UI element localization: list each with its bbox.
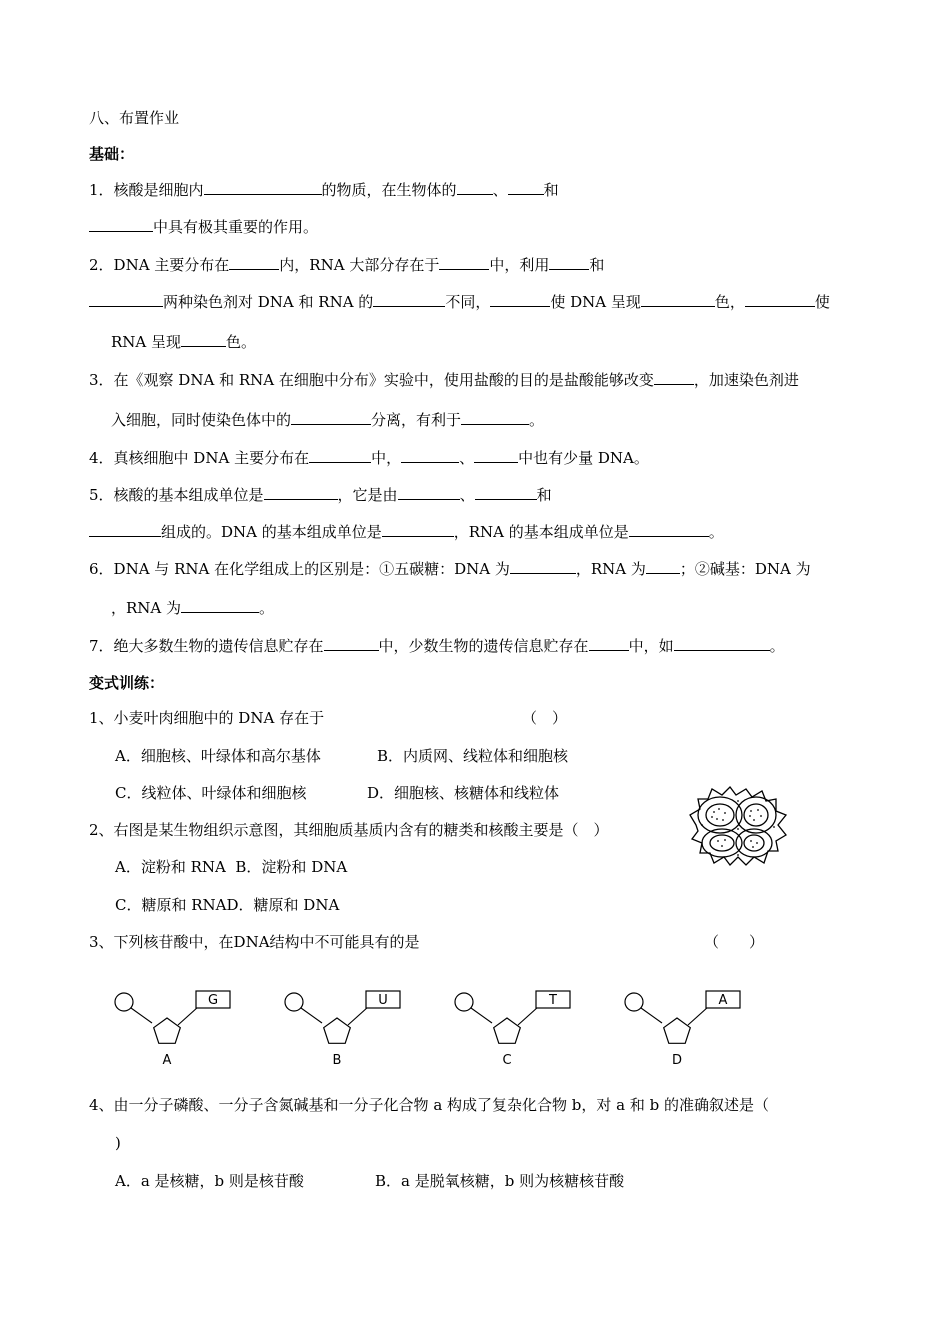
blank[interactable] [291, 409, 371, 425]
phosphate-circle [625, 993, 643, 1011]
basic-q3-line2: 入细胞，同时使染色体中的 分离，有利于 。 [111, 411, 545, 429]
variant-q2-option-ab[interactable] [115, 857, 347, 877]
variant-q1-option-d[interactable]: D．细胞核、核糖体和线粒体 [367, 784, 560, 802]
pentose-sugar [154, 1018, 181, 1043]
base-bond [688, 1007, 708, 1025]
variant-q1-stem: 1、小麦叶肉细胞中的 DNA 存在于 [89, 709, 325, 727]
variant-q4-stem: 4、由一分子磷酸、一分子含氮碱基和一分子化合物 a 构成了复杂化合物 b，对 a 和 b 的准确叙述是（ [89, 1096, 770, 1114]
variant-q4-option-b[interactable]: B．a 是脱氧核糖，b 则为核糖核苷酸 [375, 1172, 625, 1190]
blank[interactable] [309, 447, 371, 463]
variant-q2-stem: 2、右图是某生物组织示意图，其细胞质基质内含有的糖类和核酸主要是（ ） [89, 821, 609, 839]
blank[interactable] [461, 409, 529, 425]
blank[interactable] [745, 291, 815, 307]
option-label: D [671, 1053, 683, 1068]
blank[interactable] [181, 597, 259, 613]
blank[interactable] [549, 254, 589, 270]
basic-q3-line1: 3．在《观察 DNA 和 RNA 在细胞中分布》实验中，使用盐酸的目的是盐酸能够改变 ，加速染色剂进 [89, 371, 799, 389]
basic-q5-line1: 5．核酸的基本组成单位是 ，它是由 、 和 [89, 486, 552, 504]
base-letter: G [207, 993, 219, 1008]
blank[interactable] [264, 484, 338, 500]
variant-q4-option-a[interactable]: A．a 是核糖，b 则是核苷酸 [115, 1172, 304, 1190]
variant-q1-answer-paren[interactable]: （ ） [522, 709, 568, 727]
blank[interactable] [508, 179, 544, 195]
option-label: A [162, 1053, 172, 1068]
variant-q4-stem-end: ) [115, 1134, 121, 1152]
nucleotide-options-figure [110, 985, 770, 1070]
option-label: C [502, 1053, 512, 1068]
tissue-cells-figure [688, 785, 788, 867]
blank[interactable] [401, 447, 459, 463]
blank[interactable] [646, 558, 680, 574]
basic-q6-line1: 6．DNA 与 RNA 在化学组成上的区别是：①五碳糖：DNA 为 ，RNA 为 ；②碱基：DNA 为 [89, 560, 811, 578]
blank[interactable] [510, 558, 576, 574]
blank[interactable] [439, 254, 489, 270]
basic-q1-line1: 1．核酸是细胞内 的物质，在生物体的 、 和 [89, 181, 559, 199]
blank[interactable] [641, 291, 715, 307]
base-bond [518, 1007, 538, 1025]
base-letter: U [378, 993, 388, 1008]
blank[interactable] [474, 447, 518, 463]
base-letter: T [549, 993, 557, 1008]
phosphate-bond [131, 1008, 152, 1023]
blank[interactable] [654, 369, 694, 385]
blank[interactable] [89, 291, 163, 307]
phosphate-circle [115, 993, 133, 1011]
blank[interactable] [490, 291, 550, 307]
basic-q4: 4．真核细胞中 DNA 主要分布在 中， 、 中也有少量 DNA。 [89, 449, 649, 467]
variant-q2-option-a[interactable]: A．淀粉和 RNA [115, 858, 226, 876]
phosphate-circle [455, 993, 473, 1011]
blank[interactable] [324, 635, 379, 651]
blank[interactable] [475, 484, 537, 500]
variant-q3-answer-paren[interactable]: （ ） [704, 933, 765, 951]
blank[interactable] [373, 291, 445, 307]
basic-heading: 基础： [89, 145, 135, 163]
phosphate-bond [471, 1008, 492, 1023]
option-label: B [332, 1053, 342, 1068]
pentose-sugar [494, 1018, 521, 1043]
blank[interactable] [589, 635, 629, 651]
basic-q2-line2: 两种染色剂对 DNA 和 RNA 的 不同， 使 DNA 呈现 色， 使 [89, 291, 830, 312]
blank[interactable] [181, 331, 226, 347]
blank[interactable] [204, 179, 322, 195]
blank[interactable] [629, 521, 709, 537]
basic-q7: 7．绝大多数生物的遗传信息贮存在 中，少数生物的遗传信息贮存在 中，如 。 [89, 637, 785, 655]
phosphate-circle [285, 993, 303, 1011]
variant-q2-option-cd[interactable]: C．糖原和 RNAD．糖原和 DNA [115, 896, 340, 914]
base-letter: A [718, 993, 728, 1008]
variant-q3-stem: 3、下列核苷酸中，在DNA结构中不可能具有的是 [89, 933, 420, 951]
basic-q2-line3: RNA 呈现 色。 [111, 333, 257, 351]
pentose-sugar [664, 1018, 691, 1043]
blank[interactable] [674, 635, 770, 651]
phosphate-bond [641, 1008, 662, 1023]
basic-q6-line2: ，RNA 为 。 [111, 599, 275, 617]
variant-q1-option-b[interactable]: B．内质网、线粒体和细胞核 [377, 747, 569, 765]
variant-q1-option-c[interactable]: C．线粒体、叶绿体和细胞核 [115, 784, 307, 802]
basic-q5-line2: 组成的。DNA 的基本组成单位是 ，RNA 的基本组成单位是 。 [89, 521, 724, 542]
blank[interactable] [398, 484, 460, 500]
pentose-sugar [324, 1018, 351, 1043]
blank[interactable] [89, 216, 153, 232]
phosphate-bond [301, 1008, 322, 1023]
blank[interactable] [89, 521, 161, 537]
basic-q2-line1: 2．DNA 主要分布在 内，RNA 大部分存在于 中，利用 和 [89, 256, 605, 274]
section-title: 八、布置作业 [89, 109, 180, 127]
blank[interactable] [229, 254, 279, 270]
basic-q1-line2: 中具有极其重要的作用。 [89, 216, 318, 237]
variant-heading: 变式训练： [89, 674, 165, 692]
variant-q1-option-a[interactable]: A．细胞核、叶绿体和高尔基体 [115, 747, 321, 765]
base-bond [348, 1007, 368, 1025]
variant-q2-option-b[interactable]: B．淀粉和 DNA [235, 858, 348, 876]
blank[interactable] [457, 179, 493, 195]
base-bond [178, 1007, 198, 1025]
blank[interactable] [382, 521, 454, 537]
